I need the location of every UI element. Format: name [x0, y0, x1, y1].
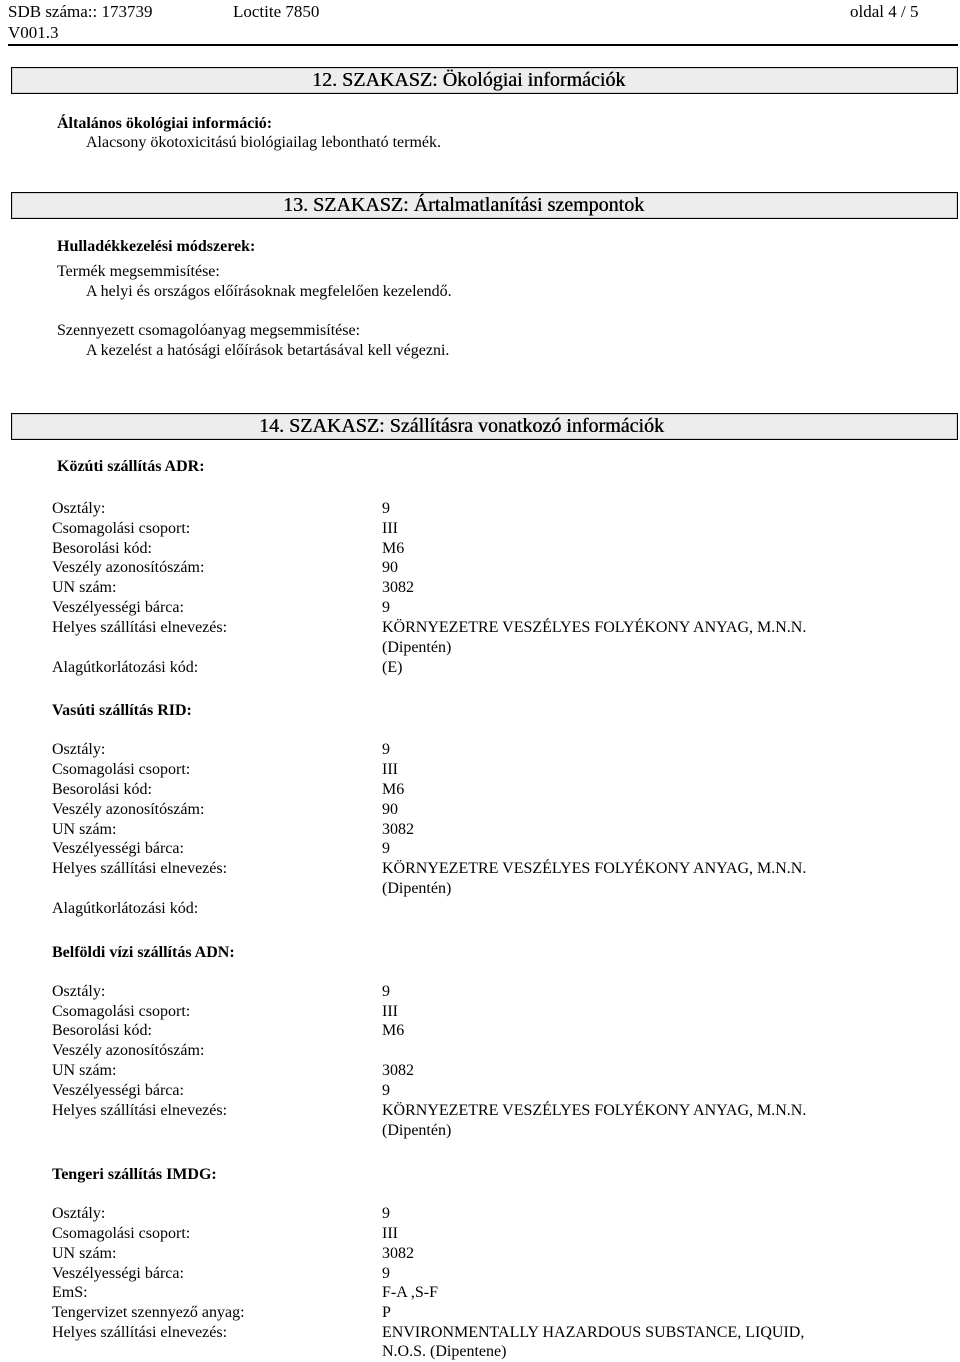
adr-packing-group-label: Csomagolási csoport:: [52, 520, 191, 537]
rid-heading: Vasúti szállítás RID:: [52, 702, 192, 719]
section-14-title: 14. SZAKASZ: Szállításra vonatkozó információk: [259, 415, 664, 437]
rid-hazard-id-label: Veszély azonosítószám:: [52, 801, 205, 818]
sdb-number: SDB száma:: 173739: [8, 2, 153, 21]
adn-packing-group-label: Csomagolási csoport:: [52, 1003, 191, 1020]
rid-shipping-name-value: KÖRNYEZETRE VESZÉLYES FOLYÉKONY ANYAG, M.N.N.: [382, 860, 807, 877]
section-13-title: 13. SZAKASZ: Ártalmatlanítási szempontok: [283, 194, 645, 216]
imdg-marine-pollutant-label: Tengervizet szennyező anyag:: [52, 1304, 245, 1321]
imdg-ems-label: EmS:: [52, 1284, 88, 1301]
adn-class-value: 9: [382, 983, 390, 1000]
adr-class-label: Osztály:: [52, 500, 106, 517]
imdg-class-label: Osztály:: [52, 1205, 106, 1222]
adr-un-number-value: 3082: [382, 579, 414, 596]
imdg-shipping-name-value: ENVIRONMENTALLY HAZARDOUS SUBSTANCE, LIQUID,: [382, 1324, 805, 1341]
adn-packing-group-value: III: [382, 1003, 398, 1020]
adr-hazard-label-value: 9: [382, 599, 390, 616]
rid-un-number-value: 3082: [382, 821, 414, 838]
section-12-title: 12. SZAKASZ: Ökológiai információk: [312, 69, 626, 91]
imdg-un-number-label: UN szám:: [52, 1245, 117, 1262]
adn-un-number-value: 3082: [382, 1062, 414, 1079]
adn-heading: Belföldi vízi szállítás ADN:: [52, 944, 235, 961]
page-number: oldal 4 / 5: [850, 2, 919, 21]
section-12-bar: [11, 67, 958, 94]
imdg-hazard-label-value: 9: [382, 1265, 390, 1282]
imdg-shipping-name-value-2: N.O.S. (Dipentene): [382, 1343, 507, 1360]
adn-hazard-label-value: 9: [382, 1082, 390, 1099]
imdg-heading: Tengeri szállítás IMDG:: [52, 1166, 217, 1183]
adr-un-number-label: UN szám:: [52, 579, 117, 596]
imdg-ems-value: F-A ,S-F: [382, 1284, 439, 1301]
imdg-shipping-name-label: Helyes szállítási elnevezés:: [52, 1324, 228, 1341]
adr-shipping-name-value-2: (Dipentén): [382, 639, 452, 656]
adr-shipping-name-value: KÖRNYEZETRE VESZÉLYES FOLYÉKONY ANYAG, M.N.N.: [382, 619, 807, 636]
rid-class-value: 9: [382, 741, 390, 758]
adr-hazard-label-label: Veszélyességi bárca:: [52, 599, 184, 616]
general-eco-label: Általános ökológiai információ:: [57, 115, 273, 132]
adn-class-label: Osztály:: [52, 983, 106, 1000]
rid-class-label: Osztály:: [52, 741, 106, 758]
imdg-packing-group-value: III: [382, 1225, 398, 1242]
imdg-un-number-value: 3082: [382, 1245, 414, 1262]
rid-hazard-id-value: 90: [382, 801, 398, 818]
rid-hazard-label-label: Veszélyességi bárca:: [52, 840, 184, 857]
rid-tunnel-code-label: Alagútkorlátozási kód:: [52, 900, 199, 917]
rid-hazard-label-value: 9: [382, 840, 390, 857]
general-eco-text: Alacsony ökotoxicitású biológiailag lebontható termék.: [86, 134, 442, 151]
adn-hazard-label-label: Veszélyességi bárca:: [52, 1082, 184, 1099]
adn-shipping-name-value-2: (Dipentén): [382, 1122, 452, 1139]
product-disposal-text: A helyi és országos előírásoknak megfelelően kezelendő.: [86, 283, 452, 300]
rid-classification-code-value: M6: [382, 781, 405, 798]
adn-classification-code-value: M6: [382, 1022, 405, 1039]
adn-shipping-name-value: KÖRNYEZETRE VESZÉLYES FOLYÉKONY ANYAG, M.N.N.: [382, 1102, 807, 1119]
rid-shipping-name-label: Helyes szállítási elnevezés:: [52, 860, 228, 877]
adr-packing-group-value: III: [382, 520, 398, 537]
product-name: Loctite 7850: [233, 2, 320, 21]
adr-class-value: 9: [382, 500, 390, 517]
rid-shipping-name-value-2: (Dipentén): [382, 880, 452, 897]
header-divider: [8, 44, 958, 46]
adr-hazard-id-label: Veszély azonosítószám:: [52, 559, 205, 576]
section-13-bar: [11, 192, 958, 219]
adn-shipping-name-label: Helyes szállítási elnevezés:: [52, 1102, 228, 1119]
rid-packing-group-label: Csomagolási csoport:: [52, 761, 191, 778]
rid-un-number-label: UN szám:: [52, 821, 117, 838]
adr-classification-code-label: Besorolási kód:: [52, 540, 152, 557]
section-14-bar: [11, 413, 958, 440]
waste-methods-label: Hulladékkezelési módszerek:: [57, 238, 256, 255]
packaging-disposal-label: Szennyezett csomagolóanyag megsemmisítése:: [57, 322, 361, 339]
imdg-hazard-label-label: Veszélyességi bárca:: [52, 1265, 184, 1282]
rid-packing-group-value: III: [382, 761, 398, 778]
imdg-marine-pollutant-value: P: [382, 1304, 391, 1321]
adr-heading: Közúti szállítás ADR:: [57, 458, 205, 475]
adn-classification-code-label: Besorolási kód:: [52, 1022, 152, 1039]
version: V001.3: [8, 23, 59, 42]
rid-classification-code-label: Besorolási kód:: [52, 781, 152, 798]
adr-classification-code-value: M6: [382, 540, 405, 557]
adr-shipping-name-label: Helyes szállítási elnevezés:: [52, 619, 228, 636]
adr-tunnel-code-label: Alagútkorlátozási kód:: [52, 659, 199, 676]
adr-tunnel-code-value: (E): [382, 659, 403, 676]
imdg-class-value: 9: [382, 1205, 390, 1222]
adr-hazard-id-value: 90: [382, 559, 398, 576]
imdg-packing-group-label: Csomagolási csoport:: [52, 1225, 191, 1242]
product-disposal-label: Termék megsemmisítése:: [57, 263, 220, 280]
adn-hazard-id-label: Veszély azonosítószám:: [52, 1042, 205, 1059]
adn-un-number-label: UN szám:: [52, 1062, 117, 1079]
packaging-disposal-text: A kezelést a hatósági előírások betartásával kell végezni.: [86, 342, 450, 359]
